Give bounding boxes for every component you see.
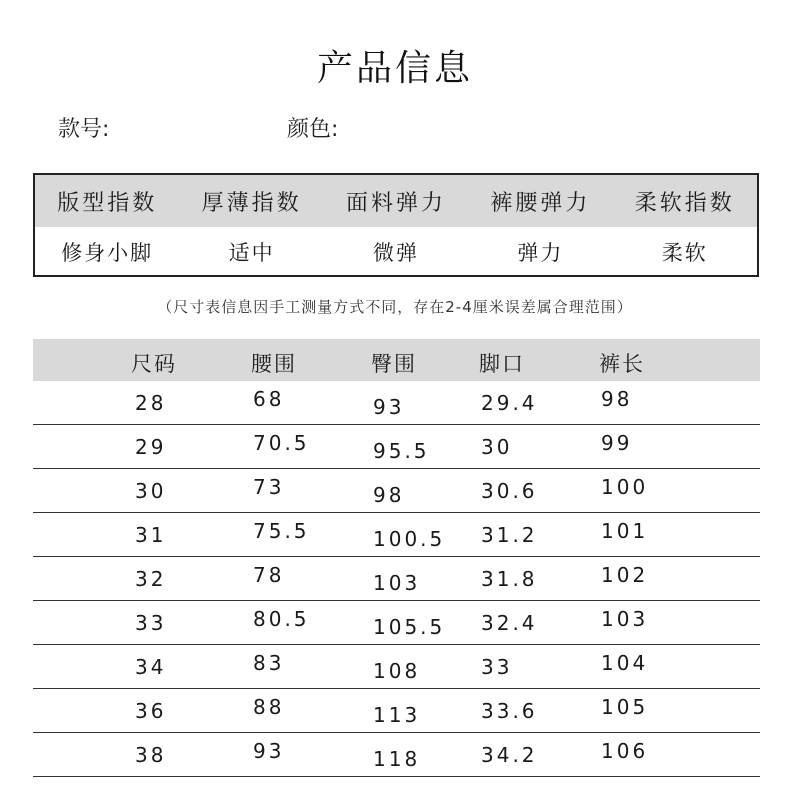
cell-length: 102: [601, 563, 649, 587]
attribute-value-row: [35, 227, 757, 277]
cell-length: 104: [601, 651, 649, 675]
table-row: [33, 469, 760, 513]
table-row: [33, 381, 760, 425]
header-waist: 腰围: [251, 352, 297, 376]
cell-hip: 103: [373, 571, 421, 595]
cell-waist: 80.5: [253, 607, 310, 631]
cell-length: 103: [601, 607, 649, 631]
cell-hip: 113: [373, 703, 421, 727]
table-row: [33, 601, 760, 645]
header-length: 裤长: [599, 352, 645, 376]
size-table-header: [33, 339, 760, 381]
header-hip: 臀围: [371, 352, 417, 376]
cell-leg-opening: 31.2: [481, 523, 538, 547]
cell-hip: 118: [373, 747, 421, 771]
attribute-header-thickness: 厚薄指数: [201, 190, 302, 216]
cell-leg-opening: 33: [481, 655, 513, 679]
attribute-table: [33, 173, 759, 277]
cell-waist: 68: [253, 387, 285, 411]
table-row: [33, 425, 760, 469]
cell-leg-opening: 32.4: [481, 611, 538, 635]
cell-leg-opening: 31.8: [481, 567, 538, 591]
cell-waist: 73: [253, 475, 285, 499]
cell-length: 106: [601, 739, 649, 763]
cell-leg-opening: 34.2: [481, 743, 538, 767]
color-label: 颜色:: [287, 117, 339, 142]
header-leg-opening: 脚口: [479, 352, 525, 376]
cell-size: 38: [135, 743, 167, 767]
cell-leg-opening: 29.4: [481, 391, 538, 415]
cell-hip: 98: [373, 483, 405, 507]
attribute-header-row: [35, 175, 757, 227]
cell-waist: 88: [253, 695, 285, 719]
measurement-note: （尺寸表信息因手工测量方式不同，存在2-4厘米误差属合理范围）: [157, 298, 633, 316]
cell-leg-opening: 30: [481, 435, 513, 459]
page-title: 产品信息: [316, 48, 473, 89]
size-table-body: [33, 381, 760, 777]
cell-waist: 78: [253, 563, 285, 587]
table-row: [33, 513, 760, 557]
table-row: [33, 557, 760, 601]
attribute-header-waist-stretch: 裤腰弹力: [490, 190, 591, 216]
cell-hip: 95.5: [373, 439, 430, 463]
cell-hip: 100.5: [373, 527, 446, 551]
attribute-value-waist-stretch: 弹力: [517, 241, 564, 265]
cell-size: 28: [135, 391, 167, 415]
cell-size: 34: [135, 655, 167, 679]
cell-hip: 108: [373, 659, 421, 683]
cell-length: 100: [601, 475, 649, 499]
attribute-header-fabric-stretch: 面料弹力: [345, 190, 446, 216]
attribute-header-fit: 版型指数: [57, 190, 158, 216]
cell-hip: 93: [373, 395, 405, 419]
attribute-value-fabric-stretch: 微弹: [372, 241, 419, 265]
style-number-label: 款号:: [58, 117, 110, 142]
cell-size: 29: [135, 435, 167, 459]
cell-size: 32: [135, 567, 167, 591]
cell-size: 33: [135, 611, 167, 635]
attribute-header-softness: 柔软指数: [634, 190, 735, 216]
size-table: [33, 339, 760, 777]
cell-waist: 70.5: [253, 431, 310, 455]
cell-waist: 93: [253, 739, 285, 763]
cell-length: 101: [601, 519, 649, 543]
table-row: [33, 689, 760, 733]
attribute-value-thickness: 适中: [228, 241, 275, 265]
cell-waist: 83: [253, 651, 285, 675]
cell-size: 36: [135, 699, 167, 723]
table-row: [33, 733, 760, 777]
cell-leg-opening: 30.6: [481, 479, 538, 503]
cell-length: 99: [601, 431, 633, 455]
table-row: [33, 645, 760, 689]
cell-hip: 105.5: [373, 615, 446, 639]
cell-length: 98: [601, 387, 633, 411]
header-size: 尺码: [131, 352, 177, 376]
cell-size: 30: [135, 479, 167, 503]
cell-waist: 75.5: [253, 519, 310, 543]
cell-leg-opening: 33.6: [481, 699, 538, 723]
cell-size: 31: [135, 523, 167, 547]
attribute-value-fit: 修身小脚: [61, 241, 154, 265]
cell-length: 105: [601, 695, 649, 719]
attribute-value-softness: 柔软: [661, 241, 708, 265]
